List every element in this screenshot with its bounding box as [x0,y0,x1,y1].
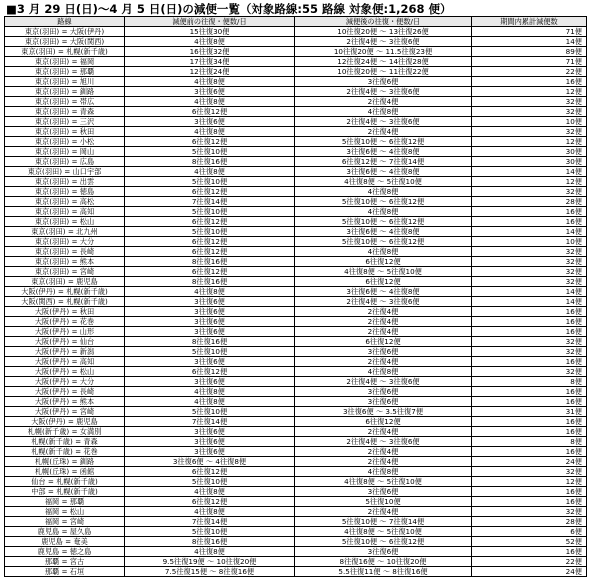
cumulative-cell: 12便 [472,177,587,187]
before-cell: 7往復14便 [125,197,295,207]
cumulative-cell: 32便 [472,267,587,277]
cumulative-cell: 28便 [472,197,587,207]
before-cell: 8往復16便 [125,337,295,347]
route-cell: 大阪(伊丹) = 熊本 [5,397,125,407]
cumulative-cell: 16便 [472,487,587,497]
route-cell: 大阪(伊丹) = 鹿児島 [5,417,125,427]
before-cell: 6往復12便 [125,467,295,477]
table-row [5,537,587,547]
cumulative-cell: 16便 [472,387,587,397]
cumulative-cell: 52便 [472,537,587,547]
route-cell: 東京(羽田) = 松山 [5,217,125,227]
cumulative-cell: 32便 [472,107,587,117]
cumulative-cell: 28便 [472,517,587,527]
after-cell: 2往復4便 [295,357,472,367]
cumulative-cell: 16便 [472,497,587,507]
table-row [5,77,587,87]
before-cell: 9.5往復19便 ～ 10往復20便 [125,557,295,567]
cumulative-cell: 32便 [472,347,587,357]
route-cell: 東京(羽田) = 岡山 [5,147,125,157]
cumulative-cell: 22便 [472,67,587,77]
header-after: 減便後の往復・便数/日 [295,17,472,27]
after-cell: 2往復4便 [295,127,472,137]
before-cell: 5往復10便 [125,207,295,217]
after-cell: 10往復20便 ～ 13往復26便 [295,27,472,37]
after-cell: 2往復4便 [295,507,472,517]
after-cell: 10往復20便 ～ 11往復22便 [295,67,472,77]
table-row [5,57,587,67]
table-row [5,557,587,567]
table-row [5,257,587,267]
before-cell: 6往復12便 [125,237,295,247]
route-cell: 東京(羽田) = 大分 [5,237,125,247]
after-cell: 3往復6便 [295,347,472,357]
after-cell: 3往復6便 [295,487,472,497]
after-cell: 4往復8便 ～ 5往復10便 [295,527,472,537]
route-cell: 那覇 = 宮古 [5,557,125,567]
before-cell: 6往復12便 [125,217,295,227]
after-cell: 4往復8便 ～ 5往復10便 [295,477,472,487]
route-cell: 札幌(新千歳) = 女満別 [5,427,125,437]
before-cell: 5往復10便 [125,147,295,157]
route-cell: 福岡 = 宮崎 [5,517,125,527]
after-cell: 2往復4便 ～ 3往復6便 [295,297,472,307]
cumulative-cell: 12便 [472,477,587,487]
table-row [5,47,587,57]
table-row [5,387,587,397]
table-row [5,247,587,257]
cumulative-cell: 32便 [472,187,587,197]
cumulative-cell: 16便 [472,207,587,217]
cumulative-cell: 14便 [472,37,587,47]
after-cell: 4往復8便 [295,187,472,197]
table-row [5,477,587,487]
route-cell: 東京(羽田) = 旭川 [5,77,125,87]
table-row [5,367,587,377]
table-row [5,147,587,157]
table-row [5,297,587,307]
cumulative-cell: 16便 [472,357,587,367]
table-row [5,217,587,227]
route-cell: 鹿児島 = 屋久島 [5,527,125,537]
after-cell: 3往復6便 [295,547,472,557]
before-cell: 4往復8便 [125,167,295,177]
before-cell: 8往復16便 [125,157,295,167]
before-cell: 3往復6便 [125,297,295,307]
cumulative-cell: 31便 [472,407,587,417]
cumulative-cell: 16便 [472,217,587,227]
page-title: ■3 月 29 日(日)～4 月 5 日(日)の減便一覧（対象路線:55 路線 対象便:1,268 便） [6,2,452,16]
before-cell: 3往復6便 [125,447,295,457]
table-row [5,267,587,277]
route-cell: 福岡 = 松山 [5,507,125,517]
table-row [5,437,587,447]
after-cell: 4往復8便 [295,107,472,117]
route-cell: 大阪(伊丹) = 新潟 [5,347,125,357]
header-before: 減便前の往復・便数/日 [125,17,295,27]
before-cell: 4往復8便 [125,387,295,397]
cumulative-cell: 16便 [472,427,587,437]
cumulative-cell: 32便 [472,507,587,517]
before-cell: 7往復14便 [125,417,295,427]
after-cell: 5.5往復11便 ～ 8往復16便 [295,567,472,577]
after-cell: 6往復12便 [295,337,472,347]
table-row [5,197,587,207]
cumulative-cell: 32便 [472,367,587,377]
cumulative-cell: 14便 [472,297,587,307]
route-cell: 中部 = 札幌(新千歳) [5,487,125,497]
cumulative-cell: 10便 [472,117,587,127]
before-cell: 8往復16便 [125,257,295,267]
after-cell: 2往復4便 [295,327,472,337]
cumulative-cell: 16便 [472,447,587,457]
table-row [5,547,587,557]
table-row [5,227,587,237]
table-row [5,347,587,357]
cumulative-cell: 30便 [472,147,587,157]
route-cell: 東京(羽田) = 秋田 [5,127,125,137]
after-cell: 4往復8便 [295,367,472,377]
route-cell: 東京(羽田) = 那覇 [5,67,125,77]
route-cell: 東京(羽田) = 徳島 [5,187,125,197]
before-cell: 4往復8便 [125,77,295,87]
before-cell: 6往復12便 [125,187,295,197]
after-cell: 3往復6便 [295,397,472,407]
before-cell: 6往復12便 [125,367,295,377]
table-row [5,157,587,167]
route-cell: 大阪(伊丹) = 秋田 [5,307,125,317]
after-cell: 6往復12便 [295,417,472,427]
route-cell: 大阪(伊丹) = 札幌(新千歳) [5,287,125,297]
route-cell: 東京(羽田) = 山口宇部 [5,167,125,177]
after-cell: 3往復6便 ～ 3.5往復7便 [295,407,472,417]
table-row [5,507,587,517]
table-row [5,287,587,297]
after-cell: 2往復4便 ～ 3往復6便 [295,37,472,47]
route-cell: 東京(羽田) = 札幌(新千歳) [5,47,125,57]
after-cell: 5往復10便 ～ 6往復12便 [295,217,472,227]
after-cell: 6往復12便 [295,257,472,267]
after-cell: 2往復4便 [295,307,472,317]
cumulative-cell: 10便 [472,237,587,247]
cumulative-cell: 16便 [472,547,587,557]
after-cell: 2往復4便 ～ 3往復6便 [295,117,472,127]
cumulative-cell: 89便 [472,47,587,57]
route-cell: 東京(羽田) = 小松 [5,137,125,147]
after-cell: 5往復10便 ～ 6往復12便 [295,197,472,207]
after-cell: 5往復10便 ～ 6往復12便 [295,537,472,547]
before-cell: 6往復12便 [125,267,295,277]
before-cell: 15往復30便 [125,27,295,37]
flight-reduction-table [4,16,587,577]
route-cell: 福岡 = 那覇 [5,497,125,507]
after-cell: 4往復8便 ～ 5往復10便 [295,267,472,277]
after-cell: 12往復24便 ～ 14往復28便 [295,57,472,67]
before-cell: 8往復16便 [125,277,295,287]
route-cell: 仙台 = 札幌(新千歳) [5,477,125,487]
route-cell: 鹿児島 = 徳之島 [5,547,125,557]
after-cell: 2往復4便 [295,97,472,107]
cumulative-cell: 8便 [472,377,587,387]
cumulative-cell: 71便 [472,27,587,37]
before-cell: 4往復8便 [125,397,295,407]
before-cell: 3往復6便 [125,117,295,127]
table-body [5,27,587,577]
table-row [5,327,587,337]
route-cell: 東京(羽田) = 高松 [5,197,125,207]
before-cell: 3往復6便 [125,437,295,447]
table-row [5,277,587,287]
header-cumulative: 期間内累計減便数 [472,17,587,27]
after-cell: 4往復8便 [295,207,472,217]
cumulative-cell: 16便 [472,417,587,427]
cumulative-cell: 14便 [472,227,587,237]
table-row [5,497,587,507]
before-cell: 4往復8便 [125,487,295,497]
cumulative-cell: 12便 [472,137,587,147]
cumulative-cell: 16便 [472,317,587,327]
after-cell: 4往復8便 [295,467,472,477]
before-cell: 4往復8便 [125,127,295,137]
cumulative-cell: 32便 [472,277,587,287]
table-row [5,417,587,427]
table-row [5,487,587,497]
route-cell: 東京(羽田) = 帯広 [5,97,125,107]
after-cell: 2往復4便 [295,447,472,457]
route-cell: 大阪(伊丹) = 宮崎 [5,407,125,417]
table-row [5,527,587,537]
table-row [5,307,587,317]
after-cell: 4往復8便 ～ 5往復10便 [295,177,472,187]
after-cell: 2往復4便 [295,427,472,437]
route-cell: 東京(羽田) = 大阪(伊丹) [5,27,125,37]
table-row [5,447,587,457]
cumulative-cell: 32便 [472,247,587,257]
route-cell: 大阪(伊丹) = 山形 [5,327,125,337]
route-cell: 大阪(伊丹) = 松山 [5,367,125,377]
table-row [5,137,587,147]
before-cell: 4往復8便 [125,37,295,47]
after-cell: 5往復10便 ～ 7往復14便 [295,517,472,527]
cumulative-cell: 32便 [472,97,587,107]
after-cell: 3往復6便 ～ 4往復8便 [295,167,472,177]
before-cell: 17往復34便 [125,57,295,67]
after-cell: 3往復6便 [295,77,472,87]
after-cell: 3往復6便 ～ 4往復8便 [295,287,472,297]
before-cell: 3往復6便 [125,377,295,387]
header-route: 路線 [5,17,125,27]
before-cell: 3往復6便 [125,317,295,327]
after-cell: 2往復4便 [295,317,472,327]
route-cell: 大阪(伊丹) = 高知 [5,357,125,367]
before-cell: 4往復8便 [125,97,295,107]
cumulative-cell: 71便 [472,57,587,67]
before-cell: 4往復8便 [125,287,295,297]
before-cell: 16往復32便 [125,47,295,57]
after-cell: 2往復4便 ～ 3往復6便 [295,437,472,447]
route-cell: 札幌(丘珠) = 釧路 [5,457,125,467]
before-cell: 5往復10便 [125,407,295,417]
route-cell: 大阪(伊丹) = 仙台 [5,337,125,347]
table-row [5,167,587,177]
table-row [5,467,587,477]
before-cell: 4往復8便 [125,507,295,517]
after-cell: 2往復4便 ～ 3往復6便 [295,377,472,387]
cumulative-cell: 16便 [472,397,587,407]
table-row [5,407,587,417]
table-row [5,67,587,77]
after-cell: 4往復8便 [295,247,472,257]
before-cell: 6往復12便 [125,137,295,147]
cumulative-cell: 6便 [472,527,587,537]
cumulative-cell: 32便 [472,257,587,267]
header-row [5,17,587,27]
cumulative-cell: 12便 [472,87,587,97]
table-row [5,207,587,217]
before-cell: 5往復10便 [125,477,295,487]
before-cell: 5往復10便 [125,227,295,237]
cumulative-cell: 32便 [472,127,587,137]
before-cell: 3往復6便 [125,327,295,337]
before-cell: 12往復24便 [125,67,295,77]
table-row [5,87,587,97]
before-cell: 3往復6便 [125,427,295,437]
route-cell: 東京(羽田) = 長崎 [5,247,125,257]
table-row [5,457,587,467]
cumulative-cell: 30便 [472,157,587,167]
route-cell: 東京(羽田) = 北九州 [5,227,125,237]
table-row [5,567,587,577]
route-cell: 東京(羽田) = 青森 [5,107,125,117]
route-cell: 東京(羽田) = 宮崎 [5,267,125,277]
before-cell: 3往復6便 ～ 4往復8便 [125,457,295,467]
route-cell: 鹿児島 = 奄美 [5,537,125,547]
cumulative-cell: 22便 [472,557,587,567]
route-cell: 札幌(新千歳) = 花巻 [5,447,125,457]
before-cell: 3往復6便 [125,307,295,317]
after-cell: 5往復10便 [295,497,472,507]
route-cell: 大阪(伊丹) = 大分 [5,377,125,387]
after-cell: 3往復6便 [295,387,472,397]
route-cell: 東京(羽田) = 広島 [5,157,125,167]
after-cell: 2往復4便 ～ 3往復6便 [295,87,472,97]
cumulative-cell: 16便 [472,327,587,337]
route-cell: 那覇 = 石垣 [5,567,125,577]
after-cell: 3往復6便 ～ 4往復8便 [295,227,472,237]
table-row [5,317,587,327]
before-cell: 4往復8便 [125,547,295,557]
table-row [5,337,587,347]
after-cell: 5往復10便 ～ 6往復12便 [295,137,472,147]
before-cell: 5往復10便 [125,177,295,187]
before-cell: 5往復10便 [125,347,295,357]
route-cell: 札幌(丘珠) = 函館 [5,467,125,477]
before-cell: 6往復12便 [125,107,295,117]
before-cell: 5往復10便 [125,527,295,537]
route-cell: 東京(羽田) = 鹿児島 [5,277,125,287]
table-row [5,517,587,527]
before-cell: 6往復12便 [125,247,295,257]
route-cell: 東京(羽田) = 熊本 [5,257,125,267]
table-row [5,357,587,367]
before-cell: 3往復6便 [125,357,295,367]
route-cell: 東京(羽田) = 高知 [5,207,125,217]
cumulative-cell: 24便 [472,567,587,577]
route-cell: 札幌(新千歳) = 青森 [5,437,125,447]
cumulative-cell: 32便 [472,337,587,347]
cumulative-cell: 8便 [472,437,587,447]
route-cell: 東京(羽田) = 三沢 [5,117,125,127]
after-cell: 6往復12便 ～ 7往復14便 [295,157,472,167]
table-row [5,37,587,47]
route-cell: 東京(羽田) = 釧路 [5,87,125,97]
route-cell: 東京(羽田) = 大阪(関西) [5,37,125,47]
cumulative-cell: 32便 [472,467,587,477]
route-cell: 東京(羽田) = 福岡 [5,57,125,67]
cumulative-cell: 14便 [472,287,587,297]
table-row [5,177,587,187]
before-cell: 6往復12便 [125,497,295,507]
cumulative-cell: 24便 [472,457,587,467]
table-row [5,107,587,117]
table-row [5,397,587,407]
cumulative-cell: 14便 [472,167,587,177]
before-cell: 7.5往復15便 ～ 8往復16便 [125,567,295,577]
table-row [5,27,587,37]
after-cell: 6往復12便 [295,277,472,287]
after-cell: 8往復16便 ～ 10往復20便 [295,557,472,567]
route-cell: 大阪(関西) = 札幌(新千歳) [5,297,125,307]
after-cell: 2往復4便 [295,457,472,467]
before-cell: 8往復16便 [125,537,295,547]
before-cell: 7往復14便 [125,517,295,527]
after-cell: 5往復10便 ～ 6往復12便 [295,237,472,247]
cumulative-cell: 16便 [472,77,587,87]
route-cell: 大阪(伊丹) = 長崎 [5,387,125,397]
table-row [5,237,587,247]
table-row [5,97,587,107]
table-row [5,377,587,387]
table-row [5,427,587,437]
before-cell: 3往復6便 [125,87,295,97]
table-row [5,187,587,197]
table-row [5,117,587,127]
route-cell: 東京(羽田) = 出雲 [5,177,125,187]
route-cell: 大阪(伊丹) = 花巻 [5,317,125,327]
after-cell: 3往復6便 ～ 4往復8便 [295,147,472,157]
after-cell: 10往復20便 ～ 11.5往復23便 [295,47,472,57]
cumulative-cell: 16便 [472,307,587,317]
table-row [5,127,587,137]
